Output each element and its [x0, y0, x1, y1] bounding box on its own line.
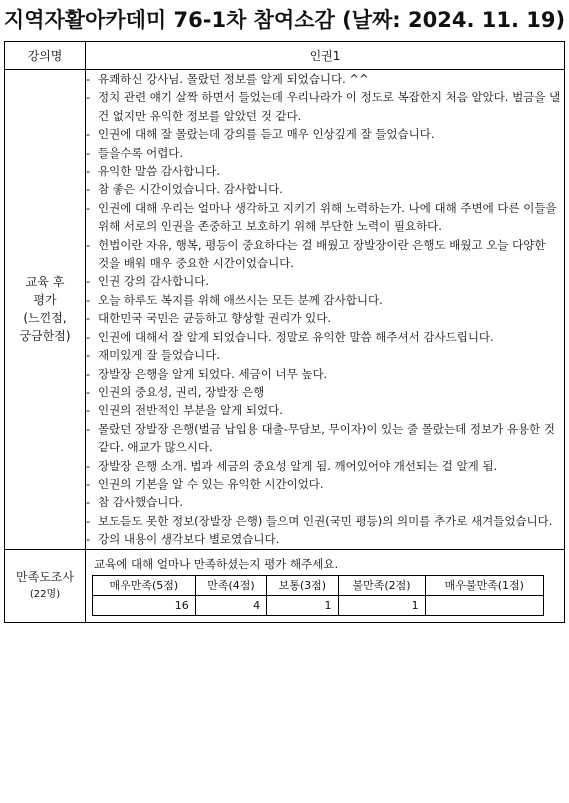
evaluation-row — [5, 70, 565, 550]
satisfaction-value-row — [93, 595, 544, 615]
feedback-item: - 대한민국 국민은 균등하고 향상할 권리가 있다. — [86, 309, 564, 327]
satisfaction-value-cell: 4 — [195, 595, 266, 615]
satisfaction-table — [92, 575, 544, 616]
satisfaction-value-cell: 16 — [93, 595, 196, 615]
satisfaction-value-cell: 1 — [267, 595, 338, 615]
feedback-item: - 인권에 대해 잘 몰랐는데 강의를 듣고 매우 인상깊게 잘 들었습니다. — [86, 125, 564, 143]
satisfaction-value-cell — [425, 595, 543, 615]
satisfaction-title: 만족도조사 — [16, 569, 74, 584]
feedback-item: - 장발장 은행을 알게 되었다. 세금이 너무 높다. — [86, 365, 564, 383]
page-title: 지역자활아카데미 76-1차 참여소감 (날짜: 2024. 11. 19) — [3, 8, 566, 32]
satisfaction-header-cell: 매우불만족(1점) — [425, 575, 543, 595]
survey-table — [4, 41, 565, 623]
satisfaction-header-cell: 불만족(2점) — [338, 575, 425, 595]
satisfaction-label — [5, 549, 86, 622]
feedback-item: - 인권에 대해 우리는 얼마나 생각하고 지키기 위해 노력하는가. 나에 대해 주변에 다른 이들을 위해 서로의 인권을 존중하고 보호하기 위해 부단한 노력이 필요하다. — [86, 199, 564, 236]
feedback-item: - 인권에 대해서 잘 알게 되었습니다. 정말로 유익한 말씀 해주셔서 감사드립니다. — [86, 328, 564, 346]
feedback-item: - 유익한 말씀 감사합니다. — [86, 162, 564, 180]
satisfaction-header-cell: 보통(3점) — [267, 575, 338, 595]
satisfaction-question: 교육에 대해 얼마나 만족하셨는지 평가 해주세요. — [94, 556, 339, 571]
feedback-item: - 인권의 중요성, 권리, 장발장 은행 — [86, 383, 564, 401]
feedback-item: - 인권 강의 감사합니다. — [86, 272, 564, 290]
feedback-item: - 인권의 전반적인 부분을 알게 되었다. — [86, 401, 564, 419]
evaluation-label-line: 교육 후 — [25, 275, 65, 290]
satisfaction-row — [5, 549, 565, 622]
feedback-item: - 몰랐던 장발장 은행(벌금 납입용 대출-무담보, 무이자)이 있는 줄 몰랐는데 정보가 유용한 것 같다. 애교가 많으시다. — [86, 420, 564, 457]
satisfaction-header-cell: 매우만족(5점) — [93, 575, 196, 595]
satisfaction-value-cell: 1 — [338, 595, 425, 615]
feedback-item: - 참 감사했습니다. — [86, 493, 564, 511]
feedback-item: - 참 좋은 시간이었습니다. 감사합니다. — [86, 180, 564, 198]
feedback-list — [86, 70, 564, 549]
satisfaction-header-row — [93, 575, 544, 595]
feedback-item: - 장발장 은행 소개. 법과 세금의 중요성 알게 됨. 깨어있어야 개선되는 걸 알게 됨. — [86, 457, 564, 475]
feedback-item: - 정치 관련 얘기 살짝 하면서 들었는데 우리나라가 이 정도로 복잡한지 처음 알았다. 벌금을 낼 건 없지만 유익한 정보를 알았던 것 같다. — [86, 88, 564, 125]
feedback-item: - 강의 내용이 생각보다 별로였습니다. — [86, 530, 564, 548]
evaluation-label-line: (느낀점, — [23, 311, 67, 326]
feedback-item: - 재미있게 잘 들었습니다. — [86, 346, 564, 364]
evaluation-label — [5, 70, 86, 550]
lecture-name-label: 강의명 — [5, 42, 86, 70]
feedback-item: - 보도듣도 못한 정보(장발장 은행) 들으며 인권(국민 평등)의 의미를 추가로 새겨들었습니다. — [86, 512, 564, 530]
feedback-item: - 인권의 기본을 알 수 있는 유익한 시간이었다. — [86, 475, 564, 493]
evaluation-content — [86, 70, 565, 550]
feedback-item: - 오늘 하루도 복지를 위해 애쓰시는 모든 분께 감사합니다. — [86, 291, 564, 309]
respondent-count: (22명) — [29, 588, 61, 600]
feedback-item: - 유쾌하신 강사님. 몰랐던 정보를 알게 되었습니다. ^^ — [86, 70, 564, 88]
satisfaction-content — [86, 549, 565, 622]
evaluation-label-line: 궁금한점) — [19, 329, 71, 344]
satisfaction-header-cell: 만족(4점) — [195, 575, 266, 595]
evaluation-label-line: 평가 — [33, 293, 57, 308]
feedback-item: - 헌법이란 자유, 행복, 평등이 중요하다는 걸 배웠고 장발장이란 은행도 배웠고 오늘 다양한 것을 배워 매우 중요한 시간이었습니다. — [86, 236, 564, 273]
feedback-item: - 들을수록 어렵다. — [86, 144, 564, 162]
header-row — [5, 42, 565, 70]
lecture-name-value: 인권1 — [86, 42, 565, 70]
